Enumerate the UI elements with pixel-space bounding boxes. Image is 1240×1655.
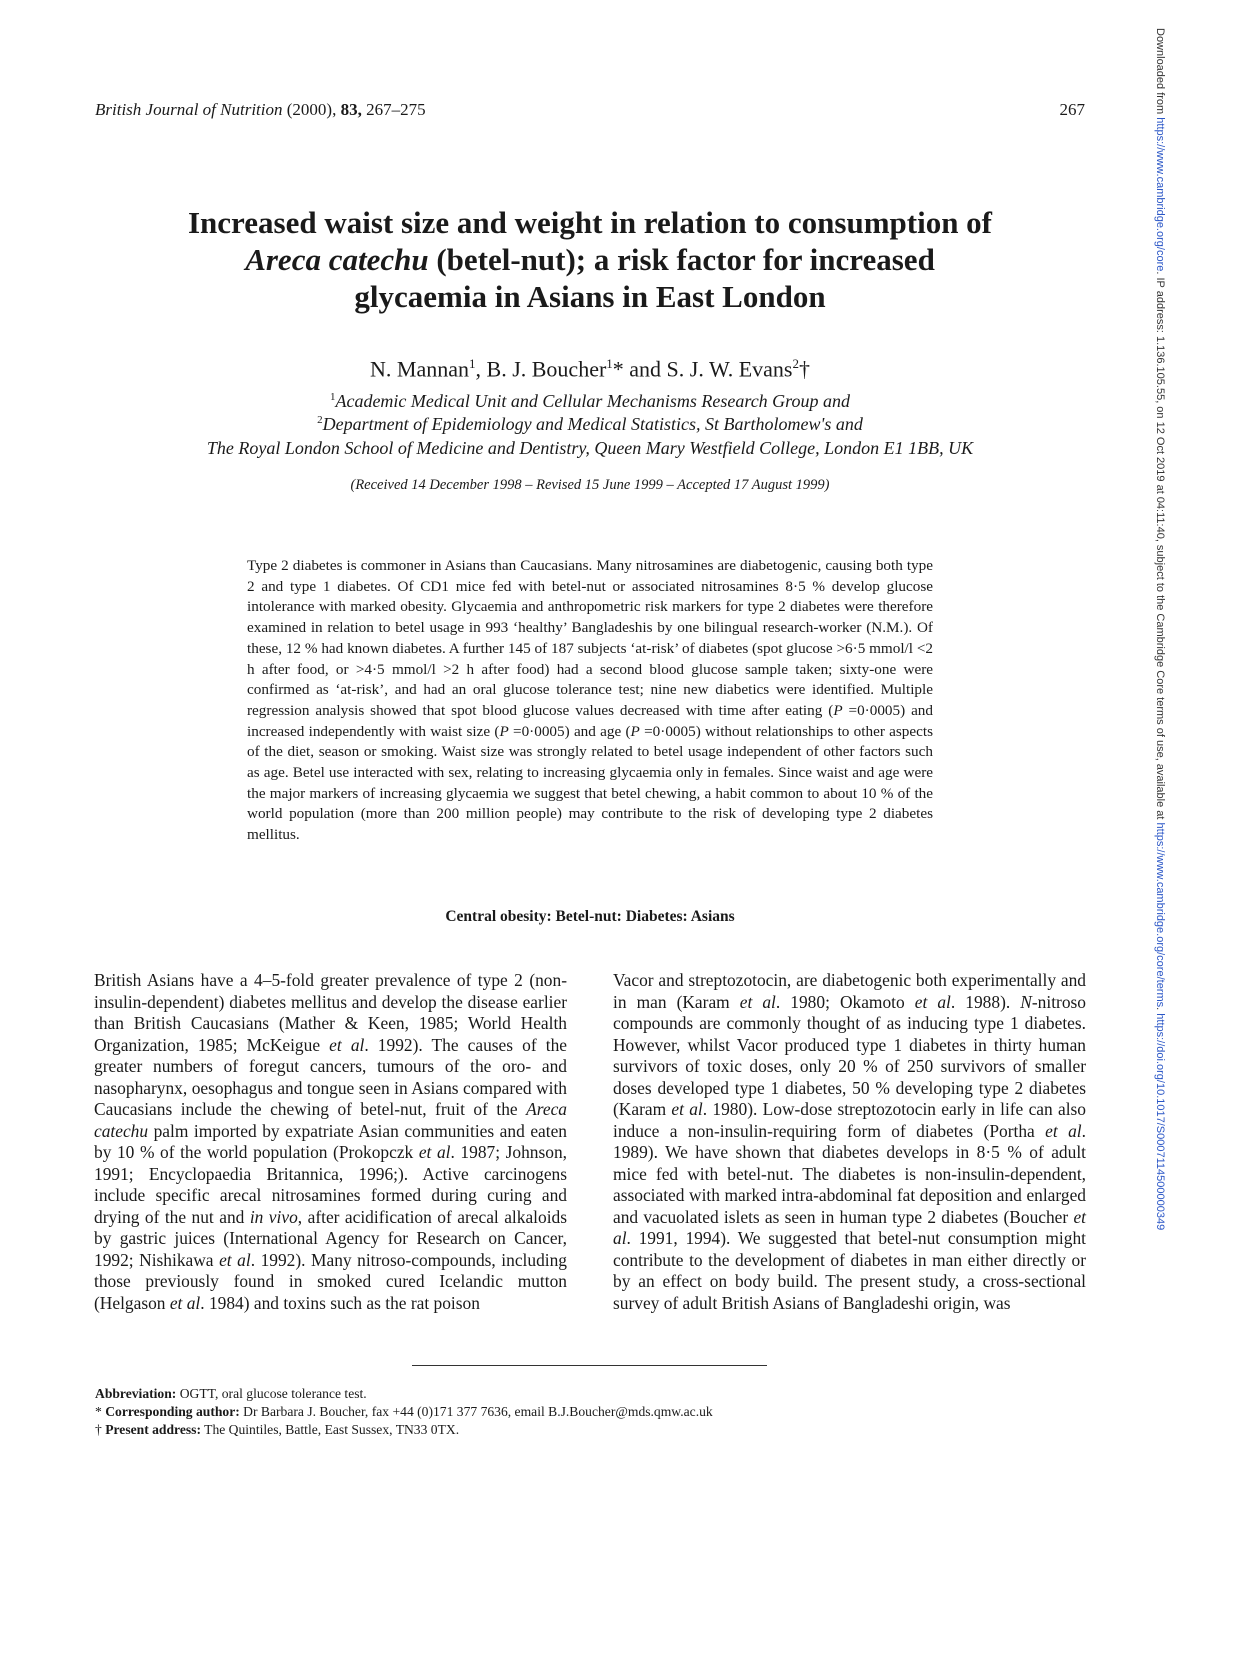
- title-line-1: Increased waist size and weight in relation to consumption of: [187, 205, 993, 240]
- body-text: -nitroso compounds are commonly thought of as inducing type 1 diabetes. However, whilst Vacor produced type 1 diabetes in thirty human survivors of toxic doses, only 20 % of 250 survivors of smaller doses developed type 1 diabetes, 50 % developing type 2 diabetes (Karam: [613, 991, 1086, 1119]
- abstract: [247, 556, 933, 846]
- body-text: , after acidification of arecal alkaloids by gastric juices (International Agency for Research on Cancer, 1992; Nishikawa: [94, 1206, 567, 1270]
- body-text: . 1980). Low-dose streptozotocin early in life can also induce a non-insulin-requiring form of diabetes (Portha: [613, 1099, 1086, 1141]
- abstract-part-1: Type 2 diabetes is commoner in Asians than Caucasians. Many nitrosamines are diabetogenic, causing both type 2 and type 1 diabetes. Of CD1 mice fed with betel-nut or associated nitrosamines 8·5 % develop glucose intolerance with marked obesity. Glycaemia and anthropometric risk markers for type 2 diabetes were therefore examined in relation to betel usage in 993 ‘healthy’ Bangladeshis by one bilingual research-worker (N.M.). Of these, 12 % had known diabetes. A further 145 of 187 subjects ‘at-risk’ of diabetes (spot glucose >6·5 mmol/l <2 h after food, or >4·5 mmol/l >2 h after food) had a second blood glucose sample taken; sixty-one were confirmed as ‘at-risk’, and had an oral glucose tolerance test; nine new diabetics were identified. Multiple regression analysis showed that spot blood glucose values decreased with time after eating (: [247, 557, 933, 719]
- et-al: et al: [219, 1249, 251, 1270]
- journal-name: British Journal of Nutrition: [95, 100, 283, 119]
- body-column-left: [94, 970, 567, 1314]
- n-nitroso-prefix: N: [1020, 991, 1032, 1012]
- footnote-text: The Quintiles, Battle, East Sussex, TN33 0TX.: [200, 1422, 460, 1437]
- title-line-3: glycaemia in Asians in East London: [354, 279, 826, 314]
- affiliation-2-text: Department of Epidemiology and Medical Statistics, St Bartholomew's and: [322, 414, 863, 434]
- body-text: . 1988).: [950, 991, 1021, 1012]
- footnote-mark: *: [95, 1404, 106, 1419]
- footnote-mark: †: [95, 1422, 106, 1437]
- body-text: . 1980; Okamoto: [775, 991, 915, 1012]
- footnote-text: OGTT, oral glucose tolerance test.: [176, 1386, 367, 1401]
- author-2-affil-mark: 1: [606, 356, 613, 371]
- body-column-right: [613, 970, 1086, 1314]
- footnote-text: Dr Barbara J. Boucher, fax +44 (0)171 377 7636, email B.J.Boucher@mds.qmw.ac.uk: [239, 1404, 713, 1419]
- footnote-present-address: [95, 1421, 459, 1439]
- article-title: [120, 204, 1060, 315]
- body-text: palm imported by expatriate Asian communities and eaten by 10 % of the world population (Prokopczk: [94, 1120, 567, 1162]
- author-1-affil-mark: 1: [469, 356, 476, 371]
- et-al: et al: [1045, 1120, 1082, 1141]
- journal-volume: 83,: [340, 100, 362, 119]
- body-text: Vacor and streptozotocin, are diabetogenic both experimentally and in man (Karam: [613, 970, 1086, 1012]
- terms-link[interactable]: https://www.cambridge.org/core/terms: [1154, 822, 1166, 1008]
- author-separator: and: [623, 356, 667, 382]
- corresponding-mark: *: [612, 356, 624, 382]
- abstract-part-2: =0·0005) and increased independently with waist size (: [247, 701, 933, 740]
- received-dates: (Received 14 December 1998 – Revised 15 June 1999 – Accepted 17 August 1999): [350, 477, 830, 493]
- abstract-part-3: =0·0005) and age (: [508, 722, 631, 740]
- journal-year: (2000),: [286, 100, 337, 119]
- et-al: et al: [169, 1292, 201, 1313]
- journal-header: [95, 100, 1085, 126]
- author-1: N. Mannan: [370, 356, 470, 382]
- side-note-part: .: [1154, 1007, 1166, 1014]
- p-value-symbol: P: [630, 722, 640, 740]
- et-al: et al: [671, 1099, 703, 1119]
- et-al: et al: [739, 991, 776, 1012]
- affiliation-3: The Royal London School of Medicine and Dentistry, Queen Mary Westfield College, London E1 1BB, UK: [206, 438, 974, 458]
- side-note-part: Downloaded from: [1154, 28, 1166, 118]
- cambridge-core-link[interactable]: https://www.cambridge.org/core: [1154, 117, 1166, 272]
- affiliation-1-text: Academic Medical Unit and Cellular Mechanisms Research Group and: [335, 391, 851, 411]
- footnote-label: Abbreviation:: [95, 1386, 177, 1401]
- et-al: et al: [418, 1142, 451, 1162]
- p-value-symbol: P: [499, 722, 509, 740]
- affiliation-1: [60, 391, 1120, 412]
- et-al: et al: [914, 991, 951, 1012]
- title-line-2-rest: (betel-nut); a risk factor for increased: [428, 242, 935, 277]
- p-value-symbol: P: [833, 701, 843, 719]
- affiliation-2-mark: 2: [317, 414, 323, 426]
- et-al: et al: [613, 1206, 1086, 1248]
- journal-pages: 267–275: [366, 100, 426, 119]
- footnote-label: Present address:: [105, 1422, 201, 1437]
- keywords: Central obesity: Betel-nut: Diabetes: Asians: [445, 908, 735, 925]
- author-3-affil-mark: 2: [792, 356, 799, 371]
- side-note-part: . IP address: 1.136.105.55, on 12 Oct 2019 at 04:11:40, subject to the Cambridge Core terms of use, available at: [1154, 271, 1166, 823]
- et-al: et al: [329, 1034, 365, 1055]
- side-note-text: [1154, 28, 1166, 1230]
- in-vivo: in vivo: [249, 1206, 298, 1227]
- body-text: . 1987; Johnson, 1991; Encyclopaedia Britannica, 1996;). Active carcinogens include specific arecal nitrosamines formed during curing and drying of the nut and: [94, 1142, 567, 1227]
- body-text: . 1984) and toxins such as the rat poison: [200, 1292, 480, 1313]
- species-name: Areca catechu: [94, 1099, 567, 1141]
- download-side-note: [1148, 28, 1166, 1628]
- author-3: S. J. W. Evans: [666, 356, 793, 382]
- page-number: 267: [1059, 100, 1085, 119]
- journal-citation: [95, 100, 426, 120]
- title-line-2: [120, 241, 1060, 278]
- body-text: . 1991, 1994). We suggested that betel-nut consumption might contribute to the development of diabetes in man either directly or by an effect on body build. The present study, a cross-sectional survey of adult British Asians of Bangladeshi origin, was: [613, 1228, 1086, 1313]
- title-species: Areca catechu: [245, 242, 429, 277]
- author-separator: ,: [475, 356, 487, 382]
- body-text: . 1992). The causes of the greater numbers of foregut cancers, tumours of the oro- and nasopharynx, oesophagus and tongue seen in Asians compared with Caucasians include the chewing of betel-nut, fruit of the: [94, 1034, 567, 1119]
- body-text: . 1992). Many nitroso-compounds, including those previously found in smoked cured Icelandic mutton (Helgason: [94, 1249, 567, 1313]
- affiliation-2: [60, 414, 1120, 435]
- footnote-corresponding-author: [95, 1403, 713, 1421]
- abstract-part-4: =0·0005) without relationships to other aspects of the diet, season or smoking. Waist size was strongly related to betel usage independent of other factors such as age. Betel use interacted with sex, relating to increasing glycaemia only in females. Since waist and age were the major markers of increasing glycaemia we suggest that betel chewing, a habit common to about 10 % of the world population (more than 200 million people) may contribute to the risk of developing type 2 diabetes mellitus.: [247, 722, 933, 844]
- author-2: B. J. Boucher: [486, 356, 607, 382]
- doi-link[interactable]: https://doi.org/10.1017/S0007114500000349: [1154, 1013, 1166, 1231]
- body-text: . 1989). We have shown that diabetes develops in 8·5 % of adult mice fed with betel-nut. The diabetes is non-insulin-dependent, associated with marked intra-abdominal fat deposition and enlarged and vacuolated islets as seen in human type 2 diabetes (Boucher: [613, 1120, 1086, 1227]
- present-address-mark: †: [798, 356, 810, 382]
- body-text: British Asians have a 4–5-fold greater prevalence of type 2 (non-insulin-dependent) diabetes mellitus and develop the disease earlier than British Caucasians (Mather & Keen, 1985; World Health Organization, 1985; McKeigue: [94, 970, 567, 1055]
- footnote-divider: [412, 1365, 767, 1366]
- affiliation-1-mark: 1: [329, 391, 336, 403]
- footnote-label: Corresponding author:: [105, 1404, 240, 1419]
- footnote-abbreviation: [95, 1385, 367, 1403]
- author-list: [120, 356, 1060, 382]
